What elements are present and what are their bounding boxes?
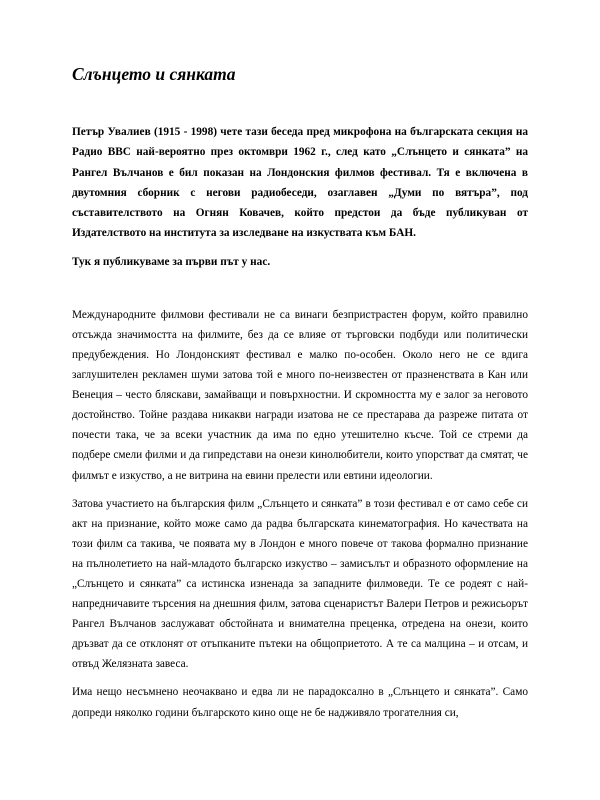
document-page bbox=[72, 62, 528, 731]
document-title: Слънцето и сянката bbox=[72, 64, 236, 84]
intro-note: Тук я публикуваме за първи път у нас. bbox=[72, 255, 271, 268]
body-paragraph-2: Затова участието на българския филм „Слънцето и сянката” в този фестивал е от само себе си акт на признание, който може само да радва българската кинематография. Но качествата на този филм са такива, че появата му в Лондон е много повече от такова формално признание на пълнолетието на най-младото българско изкуство – замисълът и образното оформление на „Слънцето и сянката” са истинска изненада за западните филмоведи. Те се родеят с най-напредничавите търсения на днешния филм, затова сценаристът Валери Петров и режисьорът Рангел Вълчанов заслужават обстойната и внимателна преценка, отредена на онези, които дръзват да се отклонят от отъпканите пътеки на общоприетото. А те са малцина – и отсам, и отвъд Желязната завеса. bbox=[72, 497, 528, 671]
body-paragraph-1: Международните филмови фестивали не са винаги безпристрастен форум, който правилно отсъжда значимостта на филмите, без да се влияе от търговски подбуди или политически предубеждения. Но Лондонският фестивал е малко по-особен. Около него не се вдига заглушителен рекламен шуми затова той е много по-неизвестен от празненствата в Кан или Венеция – често бляскави, замайващи и повърхностни. И скромността му е залог за неговото достойнство. Тойне раздава никакви награди изатова не се престарава да разреже питата от почести така, че за всеки участник да има по едно утешително късче. Той се стреми да подбере смели филми и да гипредстави на онези кинолюбители, които упорстват да смятат, че филмът е изкуство, а не витрина на евини прелести или евтини идеологии. bbox=[72, 308, 528, 482]
body-paragraph-3: Има нещо несъмнено неочаквано и едва ли не парадоксално в „Слънцето и сянката”. Само допреди няколко години българското кино още не бе надживяло трогателния си, bbox=[72, 686, 528, 719]
intro-paragraph: Петър Увалиев (1915 - 1998) чете тази беседа пред микрофона на българската секция на Радио ВВС най-вероятно през октомври 1962 г., след като „Слънцето и сянката” на Рангел Вълчанов е бил показан на Лондонския филмов фестивал. Тя е включена в двутомния сборник с негови радиобеседи, озаглавен „Думи по вятъра”, под съставителството на Огнян Ковачев, който предстои да бъде публикуван от Издателството на института за изследване на изкуствата към БАН. bbox=[72, 126, 528, 240]
